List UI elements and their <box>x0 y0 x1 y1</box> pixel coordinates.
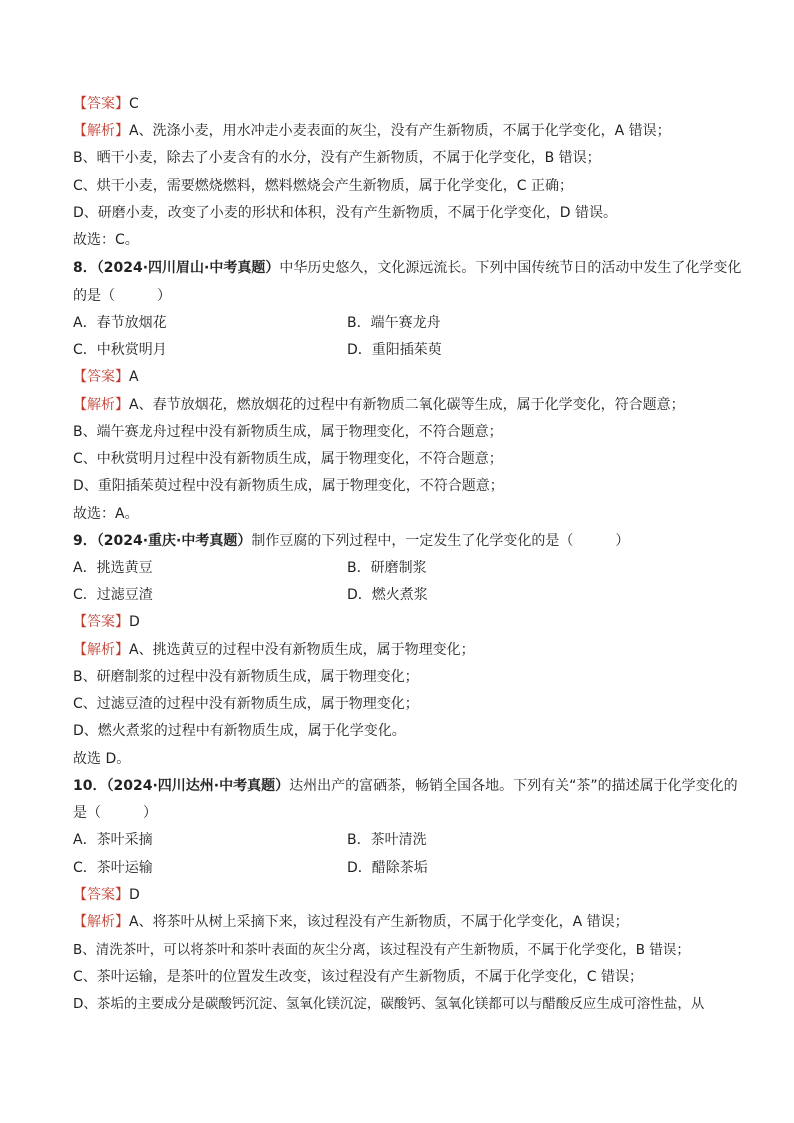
q10-option-d: D．醋除茶垢 <box>347 860 428 876</box>
answer-label: 【答案】 <box>73 96 129 112</box>
q9-conclusion: 故选 D。 <box>73 751 131 767</box>
question-number: 8． <box>73 260 97 276</box>
q8-answer <box>73 367 754 387</box>
question-text: 中华历史悠久，文化源远流长。下列中国传统节日的活动中发生了化学变化 <box>279 260 742 276</box>
q8-stem-cont: 的是（ ） <box>73 288 171 304</box>
answer-label: 【答案】 <box>73 369 129 385</box>
q10-answer <box>73 885 754 905</box>
q8-analysis-line: D、重阳插茱萸过程中没有新物质生成，属于物理变化，不符合题意； <box>73 478 504 494</box>
q7-conclusion: 故选：C。 <box>73 232 139 248</box>
q9-option-d: D．燃火煮浆 <box>347 587 428 603</box>
question-number: 9． <box>73 533 97 549</box>
analysis-text: A、洗涤小麦，用水冲走小麦表面的灰尘，没有产生新物质，不属于化学变化，A 错误； <box>129 123 671 139</box>
q9-stem <box>73 531 754 551</box>
analysis-label: 【解析】 <box>73 914 129 930</box>
answer-value: A <box>129 369 139 385</box>
q8-option-c: C．中秋赏明月 <box>73 342 167 358</box>
q10-option-b: B．茶叶清洗 <box>347 832 427 848</box>
q8-conclusion: 故选：A。 <box>73 506 139 522</box>
q8-option-d: D．重阳插茱萸 <box>347 342 442 358</box>
analysis-text: A、将茶叶从树上采摘下来，该过程没有产生新物质，不属于化学变化，A 错误； <box>129 914 629 930</box>
analysis-label: 【解析】 <box>73 397 129 413</box>
q9-answer <box>73 612 754 632</box>
q9-analysis-line: B、研磨制浆的过程中没有新物质生成，属于物理变化； <box>73 669 419 685</box>
q7-analysis-line: D、研磨小麦，改变了小麦的形状和体积，没有产生新物质，不属于化学变化，D 错误。 <box>73 205 618 221</box>
q9-analysis-line: C、过滤豆渣的过程中没有新物质生成，属于物理变化； <box>73 696 419 712</box>
q10-option-a: A．茶叶采摘 <box>73 832 153 848</box>
question-source: （2024·四川达州·中考真题） <box>106 778 290 794</box>
q7-analysis-line <box>73 121 754 141</box>
answer-value: C <box>129 96 139 112</box>
q10-analysis-line <box>73 912 754 932</box>
q9-option-b: B．研磨制浆 <box>347 560 427 576</box>
analysis-text: A、挑选黄豆的过程中没有新物质生成，属于物理变化； <box>129 642 475 658</box>
question-source: （2024·重庆·中考真题） <box>96 533 252 549</box>
q9-option-a: A．挑选黄豆 <box>73 560 153 576</box>
answer-label: 【答案】 <box>73 614 129 630</box>
q8-stem <box>73 258 754 278</box>
q10-analysis-line: D、茶垢的主要成分是碳酸钙沉淀、氢氧化镁沉淀，碳酸钙、氢氧化镁都可以与醋酸反应生成可溶性盐，从 <box>73 996 705 1012</box>
q10-stem-cont: 是（ ） <box>73 805 157 821</box>
question-number: 10． <box>73 778 107 794</box>
question-source: （2024·四川眉山·中考真题） <box>96 260 280 276</box>
q8-analysis-line <box>73 395 754 415</box>
q7-analysis-line: B、晒干小麦，除去了小麦含有的水分，没有产生新物质，不属于化学变化，B 错误； <box>73 150 601 166</box>
q10-analysis-line: C、茶叶运输，是茶叶的位置发生改变，该过程没有产生新物质，不属于化学变化，C 错误； <box>73 969 643 985</box>
analysis-label: 【解析】 <box>73 642 129 658</box>
analysis-text: A、春节放烟花，燃放烟花的过程中有新物质二氧化碳等生成，属于化学变化，符合题意； <box>129 397 685 413</box>
answer-value: D <box>129 887 140 903</box>
question-text: 达州出产的富硒茶，畅销全国各地。下列有关“茶”的描述属于化学变化的 <box>289 778 738 794</box>
q8-analysis-line: C、中秋赏明月过程中没有新物质生成，属于物理变化，不符合题意； <box>73 451 503 467</box>
q7-answer <box>73 94 754 114</box>
q10-analysis-line: B、清洗茶叶，可以将茶叶和茶叶表面的灰尘分离，该过程没有产生新物质，不属于化学变化，B 错误； <box>73 942 690 958</box>
question-text: 制作豆腐的下列过程中，一定发生了化学变化的是（ ） <box>251 533 630 549</box>
q9-option-c: C．过滤豆渣 <box>73 587 153 603</box>
q8-option-a: A．春节放烟花 <box>73 315 167 331</box>
q10-option-c: C．茶叶运输 <box>73 860 153 876</box>
q10-stem <box>73 776 754 796</box>
q7-analysis-line: C、烘干小麦，需要燃烧燃料，燃料燃烧会产生新物质，属于化学变化，C 正确； <box>73 178 573 194</box>
q9-analysis-line: D、燃火煮浆的过程中有新物质生成，属于化学变化。 <box>73 723 406 739</box>
analysis-label: 【解析】 <box>73 123 129 139</box>
answer-label: 【答案】 <box>73 887 129 903</box>
q9-analysis-line <box>73 640 754 660</box>
answer-value: D <box>129 614 140 630</box>
q8-option-b: B．端午赛龙舟 <box>347 315 441 331</box>
q8-analysis-line: B、端午赛龙舟过程中没有新物质生成，属于物理变化，不符合题意； <box>73 424 503 440</box>
